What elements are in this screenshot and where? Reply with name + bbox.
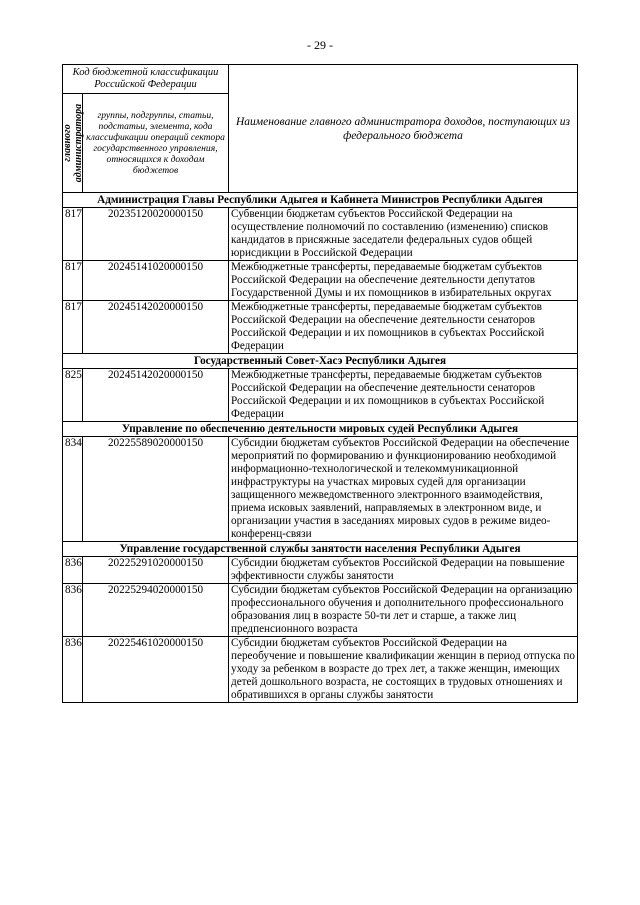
description-cell: Субсидии бюджетам субъектов Российской Федерации на повышение эффективности службы занятости (229, 557, 578, 584)
table-row (63, 369, 578, 422)
table-row (63, 584, 578, 637)
admin-code-cell: 834 (63, 437, 83, 542)
header-classification-groups: группы, подгруппы, статьи, подстатьи, элемента, кода классификации операций сектора государственного управления, относящихся к доходам бюджетов (83, 94, 229, 193)
classification-code-cell: 20225294020000150 (83, 584, 229, 637)
admin-code-cell: 817 (63, 301, 83, 354)
description-cell: Субсидии бюджетам субъектов Российской Федерации на организацию профессионального обучения и дополнительного профессионального образования лиц в возрасте 50-ти лет и старше, а также лиц предпенсионного возраста (229, 584, 578, 637)
header-admin-code-cell (63, 94, 83, 193)
table-row (63, 261, 578, 301)
classification-code-cell: 20225291020000150 (83, 557, 229, 584)
section-title: Государственный Совет-Хасэ Республики Адыгея (63, 354, 578, 369)
classification-code-cell: 20235120020000150 (83, 208, 229, 261)
admin-code-cell: 825 (63, 369, 83, 422)
admin-code-cell: 817 (63, 261, 83, 301)
table-row (63, 557, 578, 584)
section-title: Администрация Главы Республики Адыгея и Кабинета Министров Республики Адыгея (63, 193, 578, 208)
header-admin-code: главного администратора (61, 103, 84, 183)
table-row (63, 208, 578, 261)
admin-code-cell: 836 (63, 584, 83, 637)
section-title: Управление государственной службы занятости населения Республики Адыгея (63, 542, 578, 557)
section-header (63, 542, 578, 557)
section-header (63, 422, 578, 437)
admin-code-cell: 817 (63, 208, 83, 261)
classification-code-cell: 20245142020000150 (83, 369, 229, 422)
page-number: - 29 - (307, 38, 333, 52)
table-row (63, 437, 578, 542)
classification-code-cell: 20225589020000150 (83, 437, 229, 542)
table-body (63, 193, 578, 703)
admin-code-cell: 836 (63, 637, 83, 703)
section-header (63, 193, 578, 208)
table-row (63, 637, 578, 703)
table-row (63, 301, 578, 354)
revenue-administrators-table (62, 64, 578, 703)
description-cell: Межбюджетные трансферты, передаваемые бюджетам субъектов Российской Федерации на обеспечение деятельности депутатов Государственной Думы и их помощников в избирательных округах (229, 261, 578, 301)
description-cell: Межбюджетные трансферты, передаваемые бюджетам субъектов Российской Федерации на обеспечение деятельности сенаторов Российской Федерации и их помощников в субъектах Российской Федерации (229, 301, 578, 354)
description-cell: Межбюджетные трансферты, передаваемые бюджетам субъектов Российской Федерации на обеспечение деятельности сенаторов Российской Федерации и их помощников в субъектах Российской Федерации (229, 369, 578, 422)
section-header (63, 354, 578, 369)
description-cell: Субсидии бюджетам субъектов Российской Федерации на обеспечение мероприятий по формированию и функционированию необходимой информационно-технологической и телекоммуникационной инфраструктуры на участках мировых судей для организации защищенного межведомственного электронного взаимодействия, приема исковых заявлений, направляемых в электронном виде, и организации участия в заседаниях мировых судов в режиме видео-конференц-связи (229, 437, 578, 542)
header-administrator-name: Наименование главного администратора доходов, поступающих из федерального бюджета (229, 65, 578, 193)
classification-code-cell: 20225461020000150 (83, 637, 229, 703)
description-cell: Субвенции бюджетам субъектов Российской Федерации на осуществление полномочий по составлению (изменению) списков кандидатов в присяжные заседатели федеральных судов общей юрисдикции в Российской Федерации (229, 208, 578, 261)
description-cell: Субсидии бюджетам субъектов Российской Федерации на переобучение и повышение квалификации женщин в период отпуска по уходу за ребенком в возрасте до трех лет, а также женщин, имеющих детей дошкольного возраста, не состоящих в трудовых отношениях и обратившихся в органы службы занятости (229, 637, 578, 703)
section-title: Управление по обеспечению деятельности мировых судей Республики Адыгея (63, 422, 578, 437)
classification-code-cell: 20245142020000150 (83, 301, 229, 354)
table-header (63, 65, 578, 193)
classification-code-cell: 20245141020000150 (83, 261, 229, 301)
admin-code-cell: 836 (63, 557, 83, 584)
header-budget-code: Код бюджетной классификации Российской Федерации (63, 65, 229, 94)
